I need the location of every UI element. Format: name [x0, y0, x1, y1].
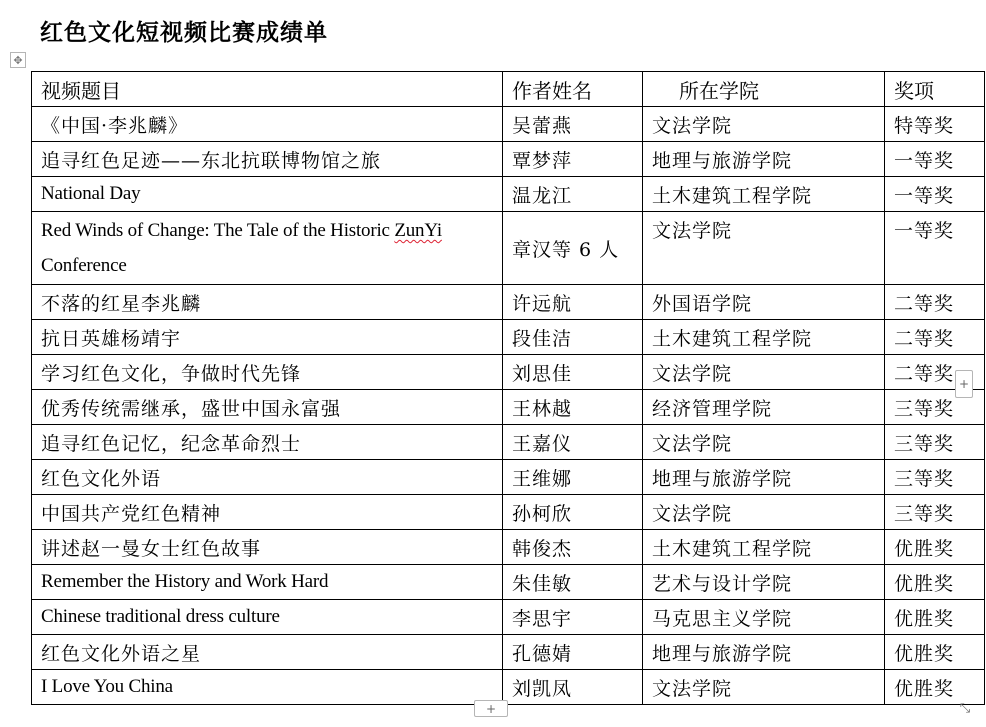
cell-author-name[interactable]: 朱佳敏: [503, 565, 643, 600]
header-college[interactable]: 所在学院: [643, 72, 885, 107]
resize-diagonal-icon: ⤡: [959, 700, 971, 716]
cell-author-name[interactable]: 王林越: [503, 390, 643, 425]
cell-award[interactable]: 优胜奖: [885, 670, 985, 705]
table-row: [32, 460, 985, 495]
table-row: [32, 390, 985, 425]
cell-award[interactable]: 优胜奖: [885, 565, 985, 600]
cell-award[interactable]: 三等奖: [885, 390, 985, 425]
cell-author-name[interactable]: 许远航: [503, 285, 643, 320]
header-video-title[interactable]: 视频题目: [32, 72, 503, 107]
cell-author-name[interactable]: 吴蕾燕: [503, 107, 643, 142]
cell-author-name[interactable]: 刘凯凤: [503, 670, 643, 705]
table-row: [32, 177, 985, 212]
cell-college[interactable]: 文法学院: [643, 355, 885, 390]
cell-video-title[interactable]: 中国共产党红色精神: [32, 495, 503, 530]
table-resize-handle[interactable]: [957, 700, 973, 716]
cell-college[interactable]: 地理与旅游学院: [643, 142, 885, 177]
cell-award[interactable]: 三等奖: [885, 495, 985, 530]
table-header-row: [32, 72, 985, 107]
cell-college[interactable]: 文法学院: [643, 107, 885, 142]
cell-award[interactable]: 优胜奖: [885, 635, 985, 670]
add-column-button[interactable]: [955, 370, 973, 398]
cell-author-name[interactable]: 王嘉仪: [503, 425, 643, 460]
cell-college[interactable]: 文法学院: [643, 425, 885, 460]
cell-author-name[interactable]: 刘思佳: [503, 355, 643, 390]
table-row: [32, 355, 985, 390]
header-author-name[interactable]: 作者姓名: [503, 72, 643, 107]
header-award[interactable]: 奖项: [885, 72, 985, 107]
cell-author-name[interactable]: 孙柯欣: [503, 495, 643, 530]
cell-video-title[interactable]: Remember the History and Work Hard: [32, 565, 503, 600]
table-row: [32, 142, 985, 177]
cell-video-title[interactable]: Chinese traditional dress culture: [32, 600, 503, 635]
plus-icon: +: [958, 377, 970, 391]
move-arrows-icon: ✥: [13, 53, 23, 67]
cell-college[interactable]: 文法学院: [643, 670, 885, 705]
cell-video-title[interactable]: 红色文化外语: [32, 460, 503, 495]
cell-college[interactable]: 艺术与设计学院: [643, 565, 885, 600]
cell-college[interactable]: 土木建筑工程学院: [643, 530, 885, 565]
spellcheck-word[interactable]: ZunYi: [394, 220, 442, 241]
cell-college[interactable]: 经济管理学院: [643, 390, 885, 425]
cell-author-name[interactable]: 韩俊杰: [503, 530, 643, 565]
cell-video-title[interactable]: 追寻红色记忆，纪念革命烈士: [32, 425, 503, 460]
cell-video-title[interactable]: 学习红色文化，争做时代先锋: [32, 355, 503, 390]
table-row: [32, 530, 985, 565]
cell-award[interactable]: 二等奖: [885, 320, 985, 355]
cell-author-name[interactable]: 覃梦萍: [503, 142, 643, 177]
cell-author-name[interactable]: 温龙江: [503, 177, 643, 212]
cell-college[interactable]: 地理与旅游学院: [643, 460, 885, 495]
cell-video-title[interactable]: 优秀传统需继承，盛世中国永富强: [32, 390, 503, 425]
cell-video-title[interactable]: [32, 212, 503, 285]
cell-award[interactable]: 二等奖: [885, 285, 985, 320]
scores-table: [31, 71, 985, 705]
table-row: [32, 425, 985, 460]
cell-award[interactable]: 一等奖: [885, 177, 985, 212]
cell-college[interactable]: 文法学院: [643, 495, 885, 530]
table-row: [32, 600, 985, 635]
table-row: [32, 565, 985, 600]
cell-award[interactable]: 三等奖: [885, 460, 985, 495]
cell-award[interactable]: 优胜奖: [885, 600, 985, 635]
document-title: 红色文化短视频比赛成绩单: [40, 20, 328, 46]
cell-award[interactable]: 优胜奖: [885, 530, 985, 565]
cell-award[interactable]: 二等奖: [885, 355, 985, 390]
cell-video-title[interactable]: National Day: [32, 177, 503, 212]
cell-award[interactable]: 特等奖: [885, 107, 985, 142]
plus-icon: +: [485, 701, 497, 716]
cell-college[interactable]: 马克思主义学院: [643, 600, 885, 635]
cell-college[interactable]: 土木建筑工程学院: [643, 177, 885, 212]
cell-author-name[interactable]: 章汉等 6 人: [503, 212, 643, 285]
cell-author-name[interactable]: 李思宇: [503, 600, 643, 635]
cell-award[interactable]: 三等奖: [885, 425, 985, 460]
cell-video-title[interactable]: 《中国·李兆麟》: [32, 107, 503, 142]
table-row: [32, 495, 985, 530]
title-part: Conference: [41, 255, 127, 276]
table-row: [32, 107, 985, 142]
cell-college[interactable]: 外国语学院: [643, 285, 885, 320]
table-move-handle[interactable]: [10, 52, 26, 68]
add-row-button[interactable]: [474, 700, 508, 717]
cell-video-title[interactable]: 不落的红星李兆麟: [32, 285, 503, 320]
cell-video-title[interactable]: 讲述赵一曼女士红色故事: [32, 530, 503, 565]
cell-author-name[interactable]: 孔德婧: [503, 635, 643, 670]
cell-video-title[interactable]: I Love You China: [32, 670, 503, 705]
cell-college[interactable]: 地理与旅游学院: [643, 635, 885, 670]
cell-college[interactable]: 土木建筑工程学院: [643, 320, 885, 355]
table-row: [32, 635, 985, 670]
table-row: [32, 320, 985, 355]
cell-video-title[interactable]: 追寻红色足迹——东北抗联博物馆之旅: [32, 142, 503, 177]
cell-award[interactable]: 一等奖: [885, 142, 985, 177]
table-row: [32, 285, 985, 320]
table-row: [32, 212, 985, 285]
cell-video-title[interactable]: 抗日英雄杨靖宇: [32, 320, 503, 355]
cell-award[interactable]: 一等奖: [885, 212, 985, 285]
cell-video-title[interactable]: 红色文化外语之星: [32, 635, 503, 670]
cell-author-name[interactable]: 王维娜: [503, 460, 643, 495]
table-row: [32, 670, 985, 705]
cell-college[interactable]: 文法学院: [643, 212, 885, 285]
title-part: Red Winds of Change: The Tale of the Historic: [41, 220, 395, 241]
cell-author-name[interactable]: 段佳洁: [503, 320, 643, 355]
